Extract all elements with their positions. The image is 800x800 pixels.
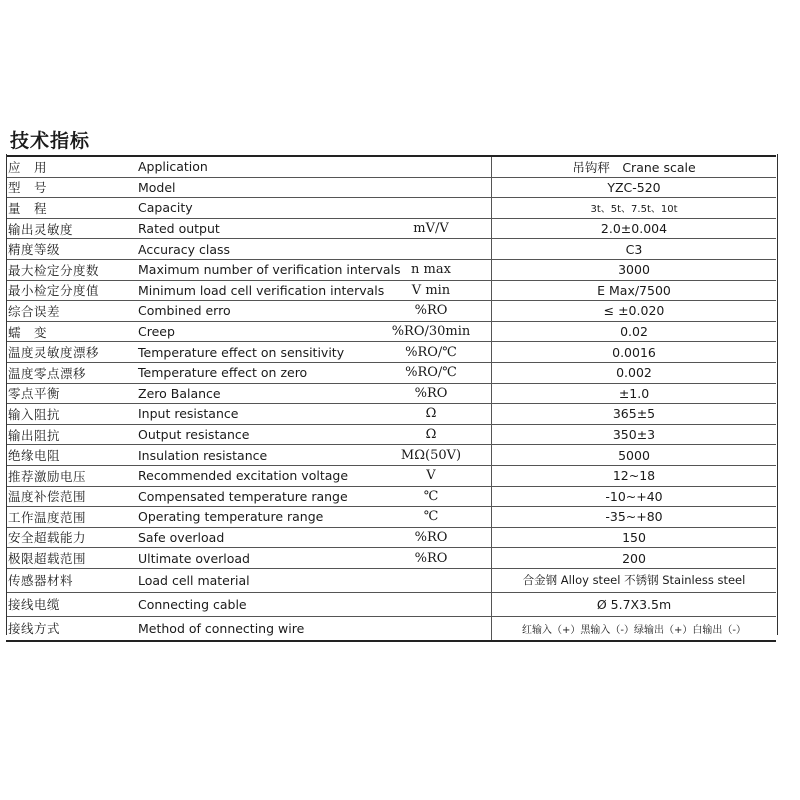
- table-row: [6, 259, 776, 280]
- spec-unit: mV/V: [371, 218, 492, 239]
- spec-name-en: Minimum load cell verification intervals: [138, 280, 371, 301]
- spec-name-zh: 综合误差: [6, 301, 138, 322]
- table-row: [6, 616, 776, 641]
- table-row: [6, 465, 776, 486]
- spec-name-zh: 最大检定分度数: [6, 259, 138, 280]
- spec-value: 200: [492, 548, 777, 569]
- table-row: [6, 527, 776, 548]
- spec-name-en: Application: [138, 156, 371, 177]
- spec-name-en: Maximum number of verification intervals: [138, 259, 371, 280]
- table-row: [6, 280, 776, 301]
- spec-name-en: Input resistance: [138, 404, 371, 425]
- spec-value: ±1.0: [492, 383, 777, 404]
- spec-unit: [371, 592, 492, 616]
- spec-name-zh: 应 用: [6, 156, 138, 177]
- spec-value: -35~+80: [492, 507, 777, 528]
- spec-value: 红输入（+）黑输入（-）绿输出（+）白输出（-）: [492, 616, 777, 641]
- spec-value: Ø 5.7X3.5m: [492, 592, 777, 616]
- spec-value: 吊钩秤 Crane scale: [492, 156, 777, 177]
- spec-name-en: Output resistance: [138, 424, 371, 445]
- spec-value: 3t、5t、7.5t、10t: [492, 198, 777, 219]
- spec-name-en: Zero Balance: [138, 383, 371, 404]
- spec-name-zh: 传感器材料: [6, 568, 138, 592]
- spec-value: 2.0±0.004: [492, 218, 777, 239]
- spec-unit: V: [371, 465, 492, 486]
- table-row: [6, 507, 776, 528]
- spec-name-zh: 输入阻抗: [6, 404, 138, 425]
- table-row: [6, 342, 776, 363]
- spec-value: 5000: [492, 445, 777, 466]
- spec-unit: ℃: [371, 507, 492, 528]
- spec-name-zh: 温度零点漂移: [6, 362, 138, 383]
- table-row: [6, 383, 776, 404]
- spec-name-en: Recommended excitation voltage: [138, 465, 371, 486]
- spec-name-zh: 接线方式: [6, 616, 138, 641]
- spec-name-en: Connecting cable: [138, 592, 371, 616]
- spec-unit: [371, 198, 492, 219]
- spec-name-zh: 输出灵敏度: [6, 218, 138, 239]
- spec-unit: Ω: [371, 404, 492, 425]
- spec-value: E Max/7500: [492, 280, 777, 301]
- spec-name-zh: 绝缘电阻: [6, 445, 138, 466]
- spec-unit: Ω: [371, 424, 492, 445]
- table-row: [6, 239, 776, 260]
- table-row: [6, 445, 776, 466]
- table-row: [6, 424, 776, 445]
- spec-unit: V min: [371, 280, 492, 301]
- spec-name-zh: 推荐激励电压: [6, 465, 138, 486]
- spec-value: 350±3: [492, 424, 777, 445]
- spec-value: 12~18: [492, 465, 777, 486]
- spec-name-en: Rated output: [138, 218, 371, 239]
- spec-name-zh: 蠕 变: [6, 321, 138, 342]
- spec-value: 150: [492, 527, 777, 548]
- spec-unit: [371, 156, 492, 177]
- spec-unit: [371, 616, 492, 641]
- spec-value: 0.0016: [492, 342, 777, 363]
- spec-value: C3: [492, 239, 777, 260]
- spec-name-zh: 型 号: [6, 177, 138, 198]
- spec-value: 365±5: [492, 404, 777, 425]
- spec-name-en: Temperature effect on zero: [138, 362, 371, 383]
- table-row: [6, 592, 776, 616]
- spec-unit: %RO: [371, 383, 492, 404]
- spec-name-en: Model: [138, 177, 371, 198]
- spec-unit: %RO/℃: [371, 362, 492, 383]
- spec-name-en: Ultimate overload: [138, 548, 371, 569]
- spec-unit: n max: [371, 259, 492, 280]
- spec-unit: [371, 239, 492, 260]
- spec-name-en: Operating temperature range: [138, 507, 371, 528]
- spec-value: 0.002: [492, 362, 777, 383]
- spec-name-zh: 接线电缆: [6, 592, 138, 616]
- spec-value: -10~+40: [492, 486, 777, 507]
- spec-name-en: Insulation resistance: [138, 445, 371, 466]
- spec-name-en: Method of connecting wire: [138, 616, 371, 641]
- spec-name-en: Capacity: [138, 198, 371, 219]
- spec-value: ≤ ±0.020: [492, 301, 777, 322]
- spec-value: YZC-520: [492, 177, 777, 198]
- spec-name-zh: 量 程: [6, 198, 138, 219]
- spec-unit: %RO: [371, 301, 492, 322]
- spec-unit: %RO: [371, 527, 492, 548]
- spec-name-zh: 温度补偿范围: [6, 486, 138, 507]
- table-row: [6, 156, 776, 177]
- table-row: [6, 486, 776, 507]
- spec-name-zh: 极限超载范围: [6, 548, 138, 569]
- spec-value: 合金钢 Alloy steel 不锈钢 Stainless steel: [492, 568, 777, 592]
- spec-name-zh: 精度等级: [6, 239, 138, 260]
- spec-unit: %RO/30min: [371, 321, 492, 342]
- spec-table: [6, 155, 776, 642]
- spec-table-body: [6, 156, 776, 641]
- spec-name-en: Creep: [138, 321, 371, 342]
- spec-unit: %RO/℃: [371, 342, 492, 363]
- spec-name-en: Accuracy class: [138, 239, 371, 260]
- spec-name-zh: 输出阻抗: [6, 424, 138, 445]
- spec-name-en: Safe overload: [138, 527, 371, 548]
- spec-name-en: Load cell material: [138, 568, 371, 592]
- table-row: [6, 301, 776, 322]
- table-row: [6, 548, 776, 569]
- table-row: [6, 218, 776, 239]
- table-row: [6, 177, 776, 198]
- spec-value: 0.02: [492, 321, 777, 342]
- table-row: [6, 362, 776, 383]
- spec-name-en: Temperature effect on sensitivity: [138, 342, 371, 363]
- spec-value: 3000: [492, 259, 777, 280]
- spec-name-en: Compensated temperature range: [138, 486, 371, 507]
- spec-name-zh: 最小检定分度值: [6, 280, 138, 301]
- spec-name-en: Combined erro: [138, 301, 371, 322]
- table-row: [6, 568, 776, 592]
- spec-name-zh: 工作温度范围: [6, 507, 138, 528]
- table-row: [6, 321, 776, 342]
- table-row: [6, 198, 776, 219]
- spec-unit: MΩ(50V): [371, 445, 492, 466]
- spec-name-zh: 零点平衡: [6, 383, 138, 404]
- page-title: 技术指标: [10, 130, 91, 152]
- spec-name-zh: 温度灵敏度漂移: [6, 342, 138, 363]
- spec-name-zh: 安全超载能力: [6, 527, 138, 548]
- spec-unit: [371, 568, 492, 592]
- table-row: [6, 404, 776, 425]
- spec-unit: ℃: [371, 486, 492, 507]
- spec-unit: %RO: [371, 548, 492, 569]
- spec-unit: [371, 177, 492, 198]
